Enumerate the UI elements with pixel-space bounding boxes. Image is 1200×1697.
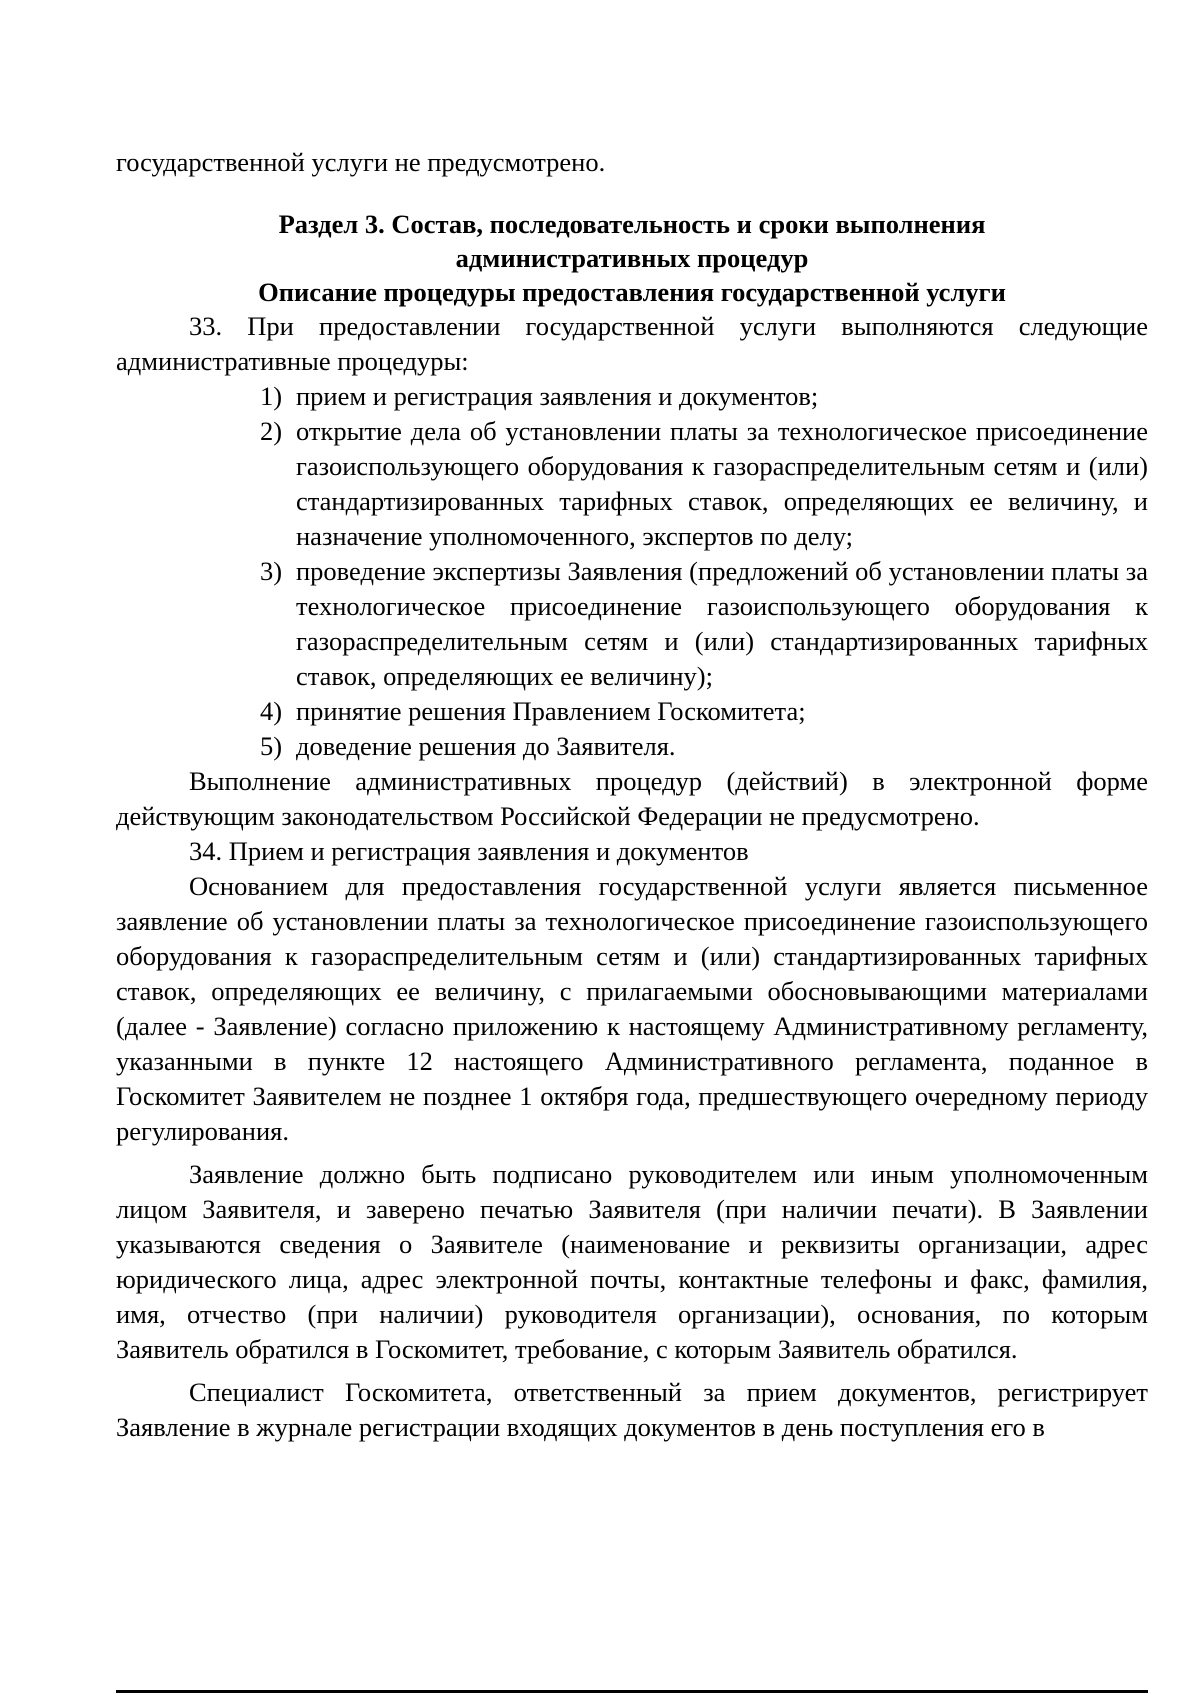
section-heading-line-2: административных процедур — [455, 243, 809, 273]
list-item-number: 4) — [260, 696, 283, 726]
section-heading-line-1: Раздел 3. Состав, последовательность и сроки выполнения — [278, 209, 986, 239]
signature-requirements-paragraph: Заявление должно быть подписано руководителем или иным уполномоченным лицом Заявителя, и заверено печатью Заявителя (при наличии печати). В Заявлении указываются сведения о Заявителе (наименование и реквизиты организации, адрес юридического лица, адрес электронной почты, контактные телефоны и факс, фамилия, имя, отчество (при наличии) руководителя организации), основания, по которым Заявитель обратился в Госкомитет, требование, с которым Заявитель обратился. — [116, 1159, 1148, 1364]
list-item-text: доведение решения до Заявителя. — [296, 731, 676, 761]
continuation-text: государственной услуги не предусмотрено. — [116, 147, 606, 177]
list-item — [260, 729, 1148, 764]
footer-rule — [116, 1690, 1148, 1693]
paragraph-34-body: Основанием для предоставления государственной услуги является письменное заявление об установлении платы за технологическое присоединение газоиспользующего оборудования к газораспределительным сетям и (или) стандартизированных тарифных ставок, определяющих ее величину, с прилагаемыми обосновывающими материалами (далее - Заявление) согласно приложению к настоящему Административному регламенту, указанными в пункте 12 настоящего Административного регламента, поданное в Госкомитет Заявителем не позднее 1 октября года, предшествующего очередному периоду регулирования. — [116, 871, 1148, 1146]
list-item-text: прием и регистрация заявления и документов; — [296, 381, 819, 411]
list-item-number: 1) — [260, 381, 283, 411]
list-item — [260, 554, 1148, 694]
subheading: Описание процедуры предоставления государственной услуги — [258, 277, 1006, 307]
electronic-form-note: Выполнение административных процедур (действий) в электронной форме действующим законодательством Российской Федерации не предусмотрено. — [116, 766, 1148, 831]
list-item-number: 3) — [260, 556, 283, 586]
list-item — [260, 414, 1148, 554]
document-page — [116, 145, 1148, 1445]
list-item — [260, 694, 1148, 729]
paragraph-34-title: 34. Прием и регистрация заявления и документов — [189, 836, 749, 866]
registration-paragraph: Специалист Госкомитета, ответственный за прием документов, регистрирует Заявление в журнале регистрации входящих документов в день поступления его в — [116, 1377, 1148, 1442]
list-item-number: 5) — [260, 731, 283, 761]
paragraph-33-intro: 33. При предоставлении государственной услуги выполняются следующие административные процедуры: — [116, 311, 1148, 376]
list-item-text: проведение экспертизы Заявления (предложений об установлении платы за технологическое присоединение газоиспользующего оборудования к газораспределительным сетям и (или) стандартизированных тарифных ставок, определяющих ее величину); — [296, 556, 1148, 691]
list-item-text: открытие дела об установлении платы за технологическое присоединение газоиспользующего оборудования к газораспределительным сетям и (или) стандартизированных тарифных ставок, определяющих ее величину, и назначение уполномоченного, экспертов по делу; — [296, 416, 1148, 551]
procedures-list — [116, 379, 1148, 764]
list-item — [260, 379, 1148, 414]
list-item-text: принятие решения Правлением Госкомитета; — [296, 696, 806, 726]
list-item-number: 2) — [260, 416, 283, 446]
